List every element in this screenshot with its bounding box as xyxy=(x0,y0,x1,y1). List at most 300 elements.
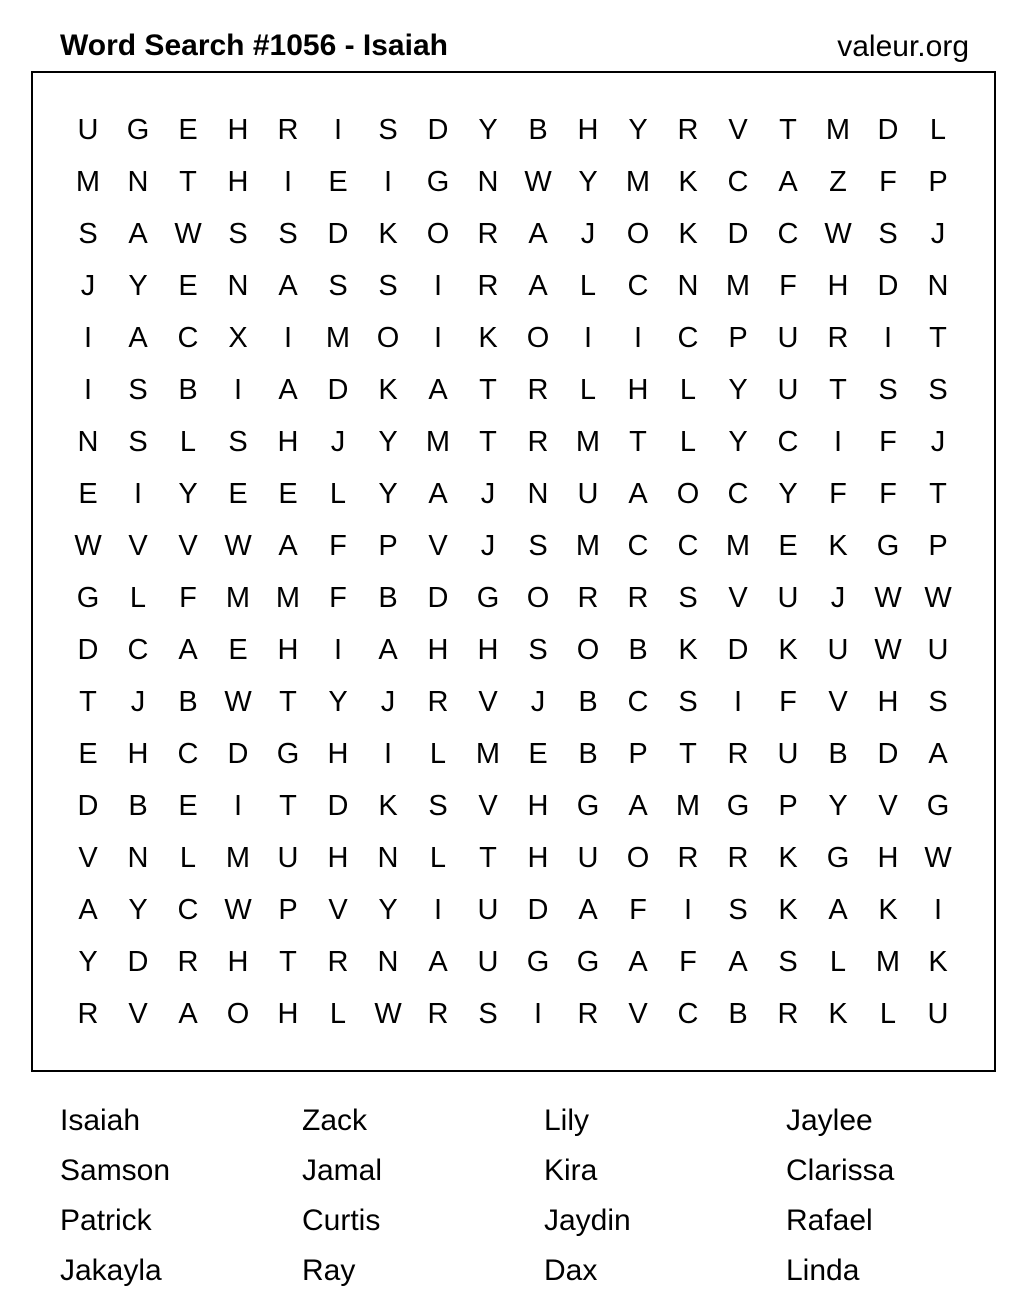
grid-letter: O xyxy=(526,321,550,354)
grid-letter: R xyxy=(477,269,499,302)
grid-letter: J xyxy=(580,217,596,250)
grid-letter: D xyxy=(427,113,449,146)
grid-letter: I xyxy=(83,321,93,354)
grid-letter: G xyxy=(826,841,850,874)
grid-letter: V xyxy=(478,789,498,822)
grid-letter: U xyxy=(577,477,599,510)
grid-letter: S xyxy=(228,217,248,250)
grid-letter: S xyxy=(378,113,398,146)
grid-letter: Y xyxy=(828,789,848,822)
grid-letter: H xyxy=(277,425,299,458)
grid-letter: H xyxy=(227,113,249,146)
grid-letter: K xyxy=(378,789,398,822)
grid-letter: K xyxy=(928,945,948,978)
grid-letter: Y xyxy=(178,477,198,510)
grid-letter: D xyxy=(727,633,749,666)
grid-letter: I xyxy=(333,113,343,146)
grid-letter: D xyxy=(427,581,449,614)
grid-letter: F xyxy=(179,581,197,614)
grid-letter: L xyxy=(179,841,197,874)
grid-letter: J xyxy=(130,685,146,718)
grid-letter: R xyxy=(277,113,299,146)
grid-letter: F xyxy=(879,425,897,458)
grid-letter: A xyxy=(128,321,148,354)
grid-letter: Y xyxy=(128,893,148,926)
word-list-item: Jaylee xyxy=(786,1104,873,1137)
word-list-item: Kira xyxy=(544,1154,598,1187)
grid-letter: C xyxy=(127,633,149,666)
grid-letter: M xyxy=(725,529,751,562)
grid-letter: A xyxy=(728,945,748,978)
grid-letter: T xyxy=(929,477,947,510)
grid-letter: M xyxy=(575,425,601,458)
grid-letter: B xyxy=(378,581,398,614)
grid-letter: T xyxy=(479,425,497,458)
grid-letter: F xyxy=(879,477,897,510)
grid-letter: D xyxy=(227,737,249,770)
grid-letter: E xyxy=(78,737,98,770)
grid-letter: W xyxy=(374,997,402,1030)
grid-letter: H xyxy=(827,269,849,302)
grid-letter: E xyxy=(78,477,98,510)
grid-letter: A xyxy=(78,893,98,926)
grid-letter: M xyxy=(575,529,601,562)
grid-letter: G xyxy=(476,581,500,614)
grid-letter: E xyxy=(178,269,198,302)
grid-letter: W xyxy=(874,633,902,666)
grid-letter: I xyxy=(683,893,693,926)
grid-letter: S xyxy=(528,633,548,666)
grid-letter: H xyxy=(327,841,349,874)
grid-letter: U xyxy=(827,633,849,666)
grid-letter: P xyxy=(278,893,298,926)
grid-letter: U xyxy=(477,945,499,978)
grid-letter: C xyxy=(627,685,649,718)
grid-letter: K xyxy=(828,997,848,1030)
grid-letter: S xyxy=(228,425,248,458)
grid-letter: S xyxy=(378,269,398,302)
grid-letter: R xyxy=(427,997,449,1030)
grid-letter: A xyxy=(928,737,948,770)
grid-letter: K xyxy=(878,893,898,926)
grid-letter: C xyxy=(177,893,199,926)
grid-letter: F xyxy=(779,685,797,718)
grid-letter: U xyxy=(777,737,799,770)
grid-letter: S xyxy=(428,789,448,822)
grid-letter: N xyxy=(127,841,149,874)
grid-letter: U xyxy=(777,581,799,614)
grid-letter: A xyxy=(278,373,298,406)
grid-letter: A xyxy=(278,269,298,302)
grid-letter: R xyxy=(727,737,749,770)
grid-letter: W xyxy=(524,165,552,198)
grid-letter: I xyxy=(933,893,943,926)
grid-letter: B xyxy=(128,789,148,822)
grid-letter: I xyxy=(233,789,243,822)
grid-letter: H xyxy=(877,685,899,718)
grid-letter: H xyxy=(527,841,549,874)
grid-letter: C xyxy=(777,425,799,458)
grid-letter: O xyxy=(426,217,450,250)
grid-letter: S xyxy=(78,217,98,250)
grid-letter: H xyxy=(877,841,899,874)
grid-letter: D xyxy=(327,789,349,822)
grid-letter: F xyxy=(879,165,897,198)
grid-letter: Y xyxy=(128,269,148,302)
word-list-item: Clarissa xyxy=(786,1154,895,1187)
grid-letter: U xyxy=(577,841,599,874)
grid-letter: L xyxy=(679,373,697,406)
grid-letter: L xyxy=(129,581,147,614)
grid-letter: I xyxy=(833,425,843,458)
grid-letter: H xyxy=(277,997,299,1030)
grid-letter: W xyxy=(224,893,252,926)
grid-letter: O xyxy=(676,477,700,510)
grid-letter: V xyxy=(878,789,898,822)
grid-letter: E xyxy=(328,165,348,198)
grid-letter: N xyxy=(377,945,399,978)
grid-letter: A xyxy=(178,633,198,666)
grid-letter: T xyxy=(179,165,197,198)
grid-letter: E xyxy=(528,737,548,770)
grid-letter: A xyxy=(128,217,148,250)
grid-letter: I xyxy=(133,477,143,510)
grid-letter: V xyxy=(828,685,848,718)
grid-letter: G xyxy=(426,165,450,198)
grid-letter: C xyxy=(177,737,199,770)
grid-letter: J xyxy=(330,425,346,458)
grid-letter: R xyxy=(577,581,599,614)
grid-letter: I xyxy=(283,165,293,198)
grid-letter: K xyxy=(778,633,798,666)
letter-grid xyxy=(63,104,963,1040)
grid-letter: D xyxy=(527,893,549,926)
grid-letter: H xyxy=(477,633,499,666)
grid-letter: M xyxy=(675,789,701,822)
grid-letter: G xyxy=(576,789,600,822)
grid-letter: N xyxy=(677,269,699,302)
grid-letter: K xyxy=(678,633,698,666)
grid-letter: S xyxy=(128,425,148,458)
grid-letter: A xyxy=(628,789,648,822)
grid-letter: B xyxy=(578,685,598,718)
grid-letter: L xyxy=(429,841,447,874)
grid-letter: D xyxy=(877,269,899,302)
grid-letter: G xyxy=(926,789,950,822)
grid-letter: Y xyxy=(378,477,398,510)
grid-letter: I xyxy=(233,373,243,406)
grid-letter: S xyxy=(928,685,948,718)
grid-letter: M xyxy=(275,581,301,614)
grid-letter: Y xyxy=(728,373,748,406)
grid-letter: L xyxy=(329,997,347,1030)
grid-letter: C xyxy=(677,321,699,354)
grid-letter: T xyxy=(79,685,97,718)
grid-letter: S xyxy=(528,529,548,562)
grid-letter: S xyxy=(278,217,298,250)
grid-letter: R xyxy=(477,217,499,250)
grid-letter: Y xyxy=(78,945,98,978)
grid-letter: T xyxy=(279,789,297,822)
site-name: valeur.org xyxy=(837,30,969,63)
grid-letter: H xyxy=(227,165,249,198)
grid-letter: C xyxy=(627,529,649,562)
grid-letter: K xyxy=(378,217,398,250)
grid-letter: S xyxy=(878,217,898,250)
grid-letter: E xyxy=(178,113,198,146)
word-list-item: Rafael xyxy=(786,1204,873,1237)
grid-letter: O xyxy=(226,997,250,1030)
grid-letter: S xyxy=(878,373,898,406)
grid-letter: M xyxy=(875,945,901,978)
word-list-item: Dax xyxy=(544,1254,598,1287)
word-list-item: Linda xyxy=(786,1254,860,1287)
grid-letter: E xyxy=(778,529,798,562)
grid-letter: S xyxy=(928,373,948,406)
grid-letter: H xyxy=(277,633,299,666)
grid-letter: C xyxy=(677,529,699,562)
grid-letter: R xyxy=(627,581,649,614)
grid-letter: A xyxy=(528,269,548,302)
grid-letter: T xyxy=(479,373,497,406)
grid-letter: V xyxy=(728,581,748,614)
grid-letter: J xyxy=(80,269,96,302)
grid-letter: L xyxy=(879,997,897,1030)
word-list-item: Jakayla xyxy=(60,1254,162,1287)
grid-letter: A xyxy=(278,529,298,562)
grid-letter: K xyxy=(478,321,498,354)
grid-letter: N xyxy=(927,269,949,302)
grid-letter: Y xyxy=(378,893,398,926)
grid-letter: B xyxy=(528,113,548,146)
grid-letter: J xyxy=(830,581,846,614)
grid-letter: F xyxy=(629,893,647,926)
grid-letter: I xyxy=(283,321,293,354)
grid-letter: F xyxy=(829,477,847,510)
grid-letter: J xyxy=(930,217,946,250)
word-list-item: Jaydin xyxy=(544,1204,631,1237)
grid-letter: C xyxy=(727,477,749,510)
grid-letter: B xyxy=(578,737,598,770)
grid-letter: I xyxy=(733,685,743,718)
grid-letter: T xyxy=(279,685,297,718)
grid-letter: M xyxy=(225,581,251,614)
grid-letter: Y xyxy=(578,165,598,198)
grid-letter: L xyxy=(329,477,347,510)
grid-letter: P xyxy=(928,529,948,562)
grid-letter: H xyxy=(227,945,249,978)
grid-letter: Y xyxy=(378,425,398,458)
grid-letter: H xyxy=(427,633,449,666)
grid-letter: V xyxy=(128,997,148,1030)
grid-letter: P xyxy=(778,789,798,822)
grid-letter: W xyxy=(224,529,252,562)
grid-letter: R xyxy=(327,945,349,978)
grid-letter: H xyxy=(577,113,599,146)
grid-letter: M xyxy=(425,425,451,458)
grid-letter: W xyxy=(924,841,952,874)
grid-letter: A xyxy=(378,633,398,666)
grid-letter: I xyxy=(383,165,393,198)
grid-letter: R xyxy=(727,841,749,874)
grid-letter: A xyxy=(578,893,598,926)
word-list-item: Isaiah xyxy=(60,1104,141,1137)
grid-letter: O xyxy=(376,321,400,354)
grid-letter: C xyxy=(677,997,699,1030)
grid-letter: U xyxy=(927,633,949,666)
grid-letter: E xyxy=(278,477,298,510)
grid-letter: B xyxy=(178,685,198,718)
grid-letter: A xyxy=(428,373,448,406)
grid-letter: V xyxy=(628,997,648,1030)
grid-letter: U xyxy=(77,113,99,146)
grid-letter: T xyxy=(279,945,297,978)
grid-letter: U xyxy=(277,841,299,874)
grid-letter: M xyxy=(475,737,501,770)
grid-letter: L xyxy=(579,269,597,302)
grid-letter: I xyxy=(383,737,393,770)
grid-letter: E xyxy=(178,789,198,822)
grid-letter: C xyxy=(177,321,199,354)
grid-letter: K xyxy=(778,841,798,874)
grid-letter: H xyxy=(527,789,549,822)
grid-letter: J xyxy=(480,477,496,510)
grid-letter: P xyxy=(378,529,398,562)
grid-letter: J xyxy=(380,685,396,718)
grid-letter: P xyxy=(928,165,948,198)
grid-letter: H xyxy=(627,373,649,406)
grid-letter: W xyxy=(874,581,902,614)
grid-letter: R xyxy=(77,997,99,1030)
grid-letter: Z xyxy=(829,165,847,198)
grid-letter: L xyxy=(579,373,597,406)
grid-letter: A xyxy=(428,945,448,978)
grid-letter: D xyxy=(727,217,749,250)
grid-letter: G xyxy=(526,945,550,978)
grid-letter: R xyxy=(527,425,549,458)
word-list-item: Samson xyxy=(60,1154,171,1187)
grid-letter: G xyxy=(726,789,750,822)
grid-letter: U xyxy=(927,997,949,1030)
grid-letter: U xyxy=(777,373,799,406)
grid-letter: I xyxy=(83,373,93,406)
grid-letter: O xyxy=(526,581,550,614)
grid-letter: C xyxy=(627,269,649,302)
grid-letter: F xyxy=(679,945,697,978)
grid-letter: A xyxy=(828,893,848,926)
grid-letter: O xyxy=(576,633,600,666)
grid-letter: R xyxy=(577,997,599,1030)
grid-letter: R xyxy=(527,373,549,406)
grid-letter: E xyxy=(228,633,248,666)
grid-letter: D xyxy=(877,737,899,770)
grid-letter: G xyxy=(876,529,900,562)
grid-letter: V xyxy=(728,113,748,146)
grid-letter: A xyxy=(628,477,648,510)
grid-letter: M xyxy=(225,841,251,874)
grid-letter: V xyxy=(178,529,198,562)
grid-letter: G xyxy=(126,113,150,146)
grid-letter: P xyxy=(628,737,648,770)
grid-letter: W xyxy=(74,529,102,562)
grid-letter: I xyxy=(633,321,643,354)
grid-letter: Y xyxy=(628,113,648,146)
grid-letter: E xyxy=(228,477,248,510)
word-list-item: Lily xyxy=(544,1104,590,1137)
grid-letter: U xyxy=(777,321,799,354)
grid-letter: A xyxy=(178,997,198,1030)
word-list xyxy=(60,1097,1028,1297)
grid-letter: X xyxy=(228,321,248,354)
grid-letter: M xyxy=(725,269,751,302)
grid-letter: R xyxy=(177,945,199,978)
grid-letter: D xyxy=(327,373,349,406)
grid-letter: N xyxy=(477,165,499,198)
grid-letter: K xyxy=(678,217,698,250)
grid-letter: J xyxy=(530,685,546,718)
word-list-item: Patrick xyxy=(60,1204,152,1237)
grid-letter: S xyxy=(778,945,798,978)
grid-letter: I xyxy=(333,633,343,666)
grid-letter: R xyxy=(827,321,849,354)
grid-letter: Y xyxy=(328,685,348,718)
grid-letter: T xyxy=(779,113,797,146)
grid-letter: C xyxy=(727,165,749,198)
grid-letter: W xyxy=(924,581,952,614)
grid-letter: M xyxy=(825,113,851,146)
grid-letter: B xyxy=(628,633,648,666)
grid-letter: Y xyxy=(728,425,748,458)
grid-letter: S xyxy=(128,373,148,406)
grid-letter: S xyxy=(678,685,698,718)
grid-letter: K xyxy=(678,165,698,198)
grid-letter: T xyxy=(679,737,697,770)
grid-letter: N xyxy=(77,425,99,458)
grid-letter: S xyxy=(328,269,348,302)
grid-letter: M xyxy=(75,165,101,198)
grid-letter: H xyxy=(327,737,349,770)
grid-letter: D xyxy=(127,945,149,978)
grid-letter: S xyxy=(728,893,748,926)
grid-letter: O xyxy=(626,217,650,250)
grid-letter: L xyxy=(179,425,197,458)
grid-letter: Y xyxy=(478,113,498,146)
grid-letter: R xyxy=(677,113,699,146)
grid-letter: A xyxy=(628,945,648,978)
grid-letter: R xyxy=(427,685,449,718)
grid-letter: N xyxy=(227,269,249,302)
word-list-item: Curtis xyxy=(302,1204,381,1237)
grid-letter: A xyxy=(428,477,448,510)
grid-letter: M xyxy=(325,321,351,354)
page-title: Word Search #1056 - Isaiah xyxy=(60,29,448,62)
grid-letter: T xyxy=(629,425,647,458)
grid-letter: G xyxy=(76,581,100,614)
word-list-item: Jamal xyxy=(302,1154,383,1187)
grid-letter: W xyxy=(224,685,252,718)
grid-letter: V xyxy=(478,685,498,718)
grid-letter: V xyxy=(328,893,348,926)
grid-letter: F xyxy=(329,529,347,562)
grid-letter: N xyxy=(127,165,149,198)
grid-letter: L xyxy=(429,737,447,770)
grid-letter: L xyxy=(829,945,847,978)
grid-letter: D xyxy=(327,217,349,250)
grid-letter: B xyxy=(728,997,748,1030)
grid-letter: M xyxy=(625,165,651,198)
grid-letter: O xyxy=(626,841,650,874)
grid-letter: S xyxy=(478,997,498,1030)
